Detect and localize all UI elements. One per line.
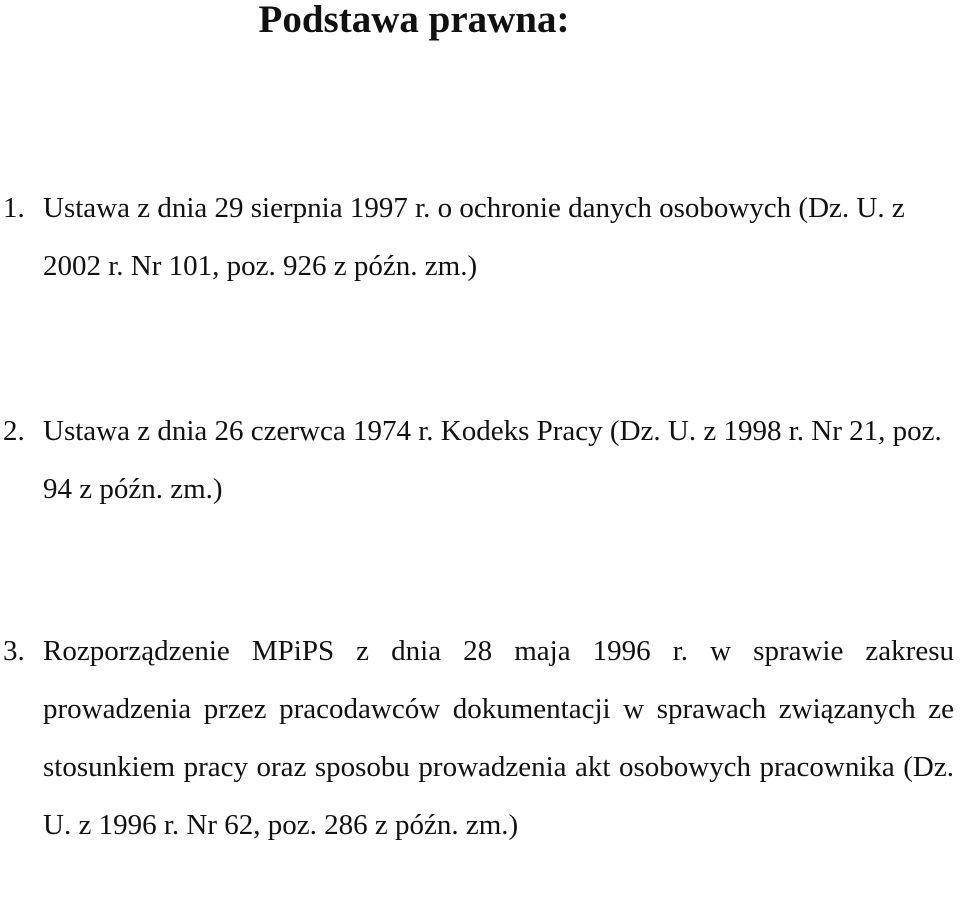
- item-number: 2.: [3, 415, 25, 447]
- legal-basis-item: [0, 402, 954, 518]
- item-text: Ustawa z dnia 29 sierpnia 1997 r. o ochronie danych osobowych (Dz. U. z 2002 r. Nr 101, poz. 926 z późn. zm.): [43, 192, 905, 282]
- page-title: Podstawa prawna:: [258, 0, 570, 41]
- legal-basis-item: [0, 179, 954, 295]
- item-number: 1.: [3, 192, 25, 224]
- item-number: 3.: [3, 635, 25, 667]
- legal-basis-item: [0, 622, 954, 854]
- item-text: Rozporządzenie MPiPS z dnia 28 maja 1996 r. w sprawie zakresu prowadzenia przez pracodawców dokumentacji w sprawach związanych ze stosunkiem pracy oraz sposobu prowadzenia akt osobowych pracownika (Dz. U. z 1996 r. Nr 62, poz. 286 z późn. zm.): [43, 635, 954, 841]
- item-text: Ustawa z dnia 26 czerwca 1974 r. Kodeks Pracy (Dz. U. z 1998 r. Nr 21, poz. 94 z późn. zm.): [43, 415, 942, 505]
